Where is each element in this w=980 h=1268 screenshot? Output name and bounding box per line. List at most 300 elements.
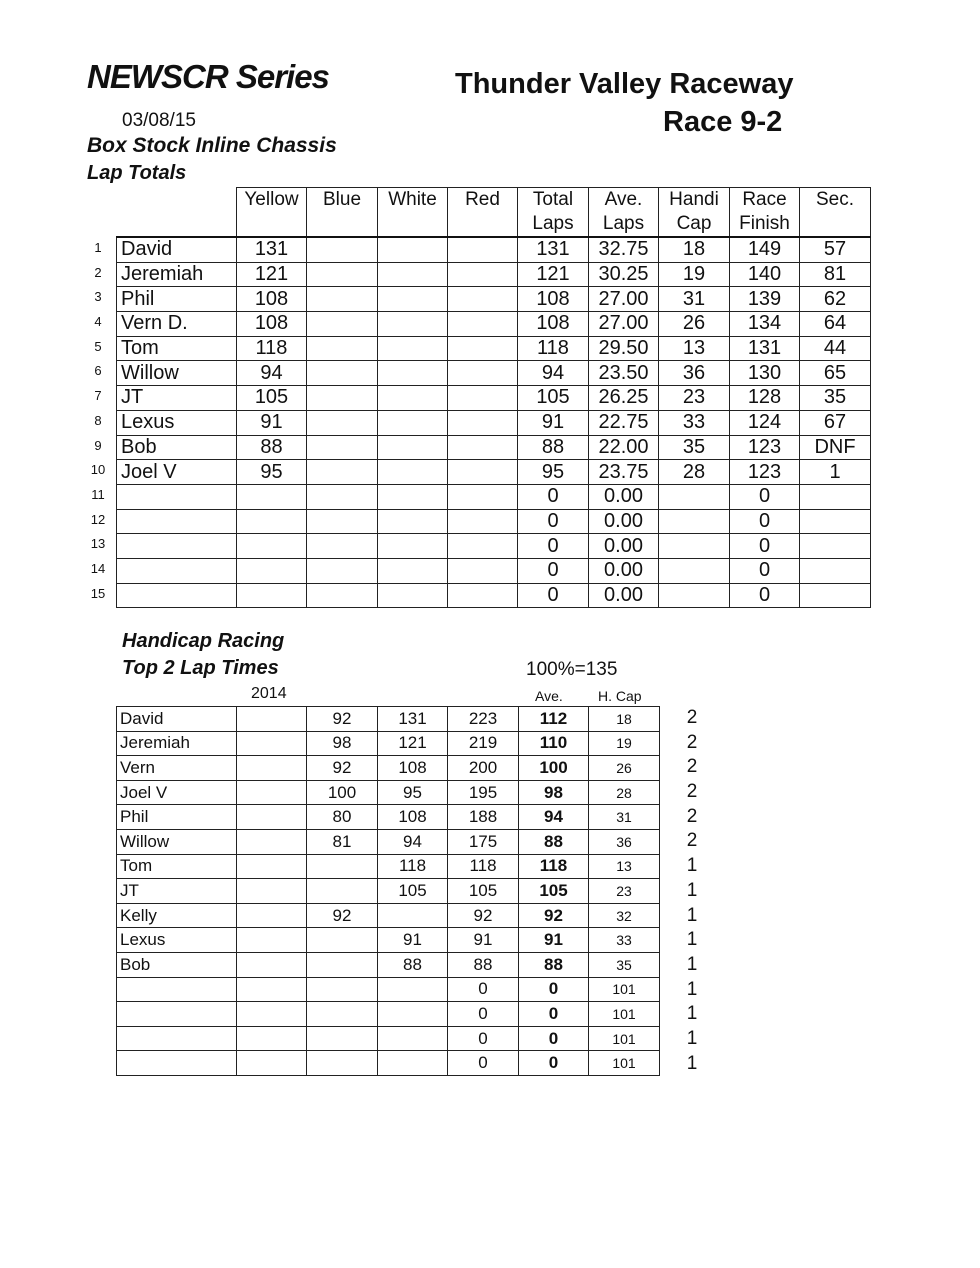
section-title: Lap Totals xyxy=(87,162,187,184)
cell-hcap xyxy=(659,534,730,559)
row-number: 5 xyxy=(94,338,102,354)
handicap-subtitle: Top 2 Lap Times xyxy=(122,657,279,679)
percent-note: 100%=135 xyxy=(526,659,618,680)
cell-name: Joel V xyxy=(117,460,237,485)
cell-yellow: 118 xyxy=(237,336,307,361)
cell-hcap: 36 xyxy=(659,361,730,386)
cell-sec: 64 xyxy=(800,312,871,337)
cell-ave: 110 xyxy=(519,731,589,756)
cell-c1 xyxy=(237,977,307,1002)
cell-c2: 92 xyxy=(307,756,378,781)
cell-c2: 92 xyxy=(307,707,378,732)
cell-blue xyxy=(307,558,378,583)
cell-blue xyxy=(307,386,378,411)
table-row xyxy=(117,879,660,904)
cell-c2 xyxy=(307,1026,378,1051)
cell-blue xyxy=(307,534,378,559)
cell-finish: 130 xyxy=(730,361,800,386)
cell-c3: 88 xyxy=(378,952,448,977)
cell-sec: 35 xyxy=(800,386,871,411)
cell-ave: 23.50 xyxy=(589,361,659,386)
cell-finish: 0 xyxy=(730,558,800,583)
row-number: 2 xyxy=(94,264,102,280)
table-row xyxy=(117,731,660,756)
cell-blue xyxy=(307,237,378,262)
cell-sum: 105 xyxy=(448,879,519,904)
header-blank xyxy=(117,188,237,238)
cell-ave: 22.00 xyxy=(589,435,659,460)
table-row xyxy=(117,829,660,854)
cell-c2: 100 xyxy=(307,780,378,805)
cell-ave: 0 xyxy=(519,1051,589,1076)
lap-count: 1 xyxy=(686,929,698,951)
cell-name: Tom xyxy=(117,854,237,879)
track-name: Thunder Valley Raceway xyxy=(455,68,794,100)
cell-total: 131 xyxy=(518,237,589,262)
row-numbers xyxy=(86,236,110,606)
cell-c1 xyxy=(237,756,307,781)
cell-white xyxy=(378,336,448,361)
cell-white xyxy=(378,460,448,485)
cell-sec: 1 xyxy=(800,460,871,485)
cell-yellow: 108 xyxy=(237,312,307,337)
cell-name: Phil xyxy=(117,805,237,830)
cell-name: Kelly xyxy=(117,903,237,928)
cell-name: JT xyxy=(117,879,237,904)
cell-c3 xyxy=(378,1026,448,1051)
cell-hcap: 19 xyxy=(659,262,730,287)
cell-ave: 91 xyxy=(519,928,589,953)
cell-hcap: 18 xyxy=(659,237,730,262)
cell-name xyxy=(117,1026,237,1051)
cell-sec: 81 xyxy=(800,262,871,287)
cell-yellow: 91 xyxy=(237,410,307,435)
col-race-finish: Race Finish xyxy=(730,188,800,238)
cell-hcap: 31 xyxy=(589,805,660,830)
cell-c3: 131 xyxy=(378,707,448,732)
cell-total: 0 xyxy=(518,558,589,583)
cell-blue xyxy=(307,583,378,608)
cell-sec xyxy=(800,558,871,583)
row-number: 14 xyxy=(90,560,106,576)
cell-name: Jeremiah xyxy=(117,731,237,756)
col-red: Red xyxy=(448,188,518,238)
cell-sec xyxy=(800,534,871,559)
cell-red xyxy=(448,460,518,485)
table-row xyxy=(117,1002,660,1027)
table-row xyxy=(117,262,871,287)
table-row xyxy=(117,558,871,583)
cell-finish: 124 xyxy=(730,410,800,435)
cell-c2: 98 xyxy=(307,731,378,756)
cell-c2: 92 xyxy=(307,903,378,928)
cell-name: JT xyxy=(117,386,237,411)
cell-c1 xyxy=(237,707,307,732)
cell-finish: 0 xyxy=(730,509,800,534)
table-row xyxy=(117,928,660,953)
table-row xyxy=(117,780,660,805)
table-row xyxy=(117,386,871,411)
cell-name xyxy=(117,583,237,608)
lap-count: 1 xyxy=(686,855,698,877)
cell-name: Vern D. xyxy=(117,312,237,337)
cell-red xyxy=(448,410,518,435)
cell-c1 xyxy=(237,1002,307,1027)
cell-ave: 94 xyxy=(519,805,589,830)
cell-hcap xyxy=(659,509,730,534)
table-row xyxy=(117,460,871,485)
cell-finish: 128 xyxy=(730,386,800,411)
lap-count: 1 xyxy=(686,904,698,926)
cell-c1 xyxy=(237,829,307,854)
cell-white xyxy=(378,386,448,411)
cell-ave: 0.00 xyxy=(589,534,659,559)
cell-yellow xyxy=(237,484,307,509)
cell-hcap: 33 xyxy=(659,410,730,435)
col-white: White xyxy=(378,188,448,238)
cell-red xyxy=(448,558,518,583)
cell-name: Bob xyxy=(117,435,237,460)
cell-name: Tom xyxy=(117,336,237,361)
cell-ave: 0 xyxy=(519,977,589,1002)
row-number: 12 xyxy=(90,511,106,527)
cell-blue xyxy=(307,509,378,534)
col-sec: Sec. xyxy=(800,188,871,238)
cell-finish: 134 xyxy=(730,312,800,337)
cell-c3: 108 xyxy=(378,805,448,830)
cell-white xyxy=(378,484,448,509)
cell-white xyxy=(378,312,448,337)
cell-finish: 149 xyxy=(730,237,800,262)
cell-c2: 81 xyxy=(307,829,378,854)
cell-yellow: 121 xyxy=(237,262,307,287)
cell-hcap: 101 xyxy=(589,1002,660,1027)
cell-sum: 88 xyxy=(448,952,519,977)
count-column xyxy=(680,706,704,1076)
cell-c2 xyxy=(307,928,378,953)
cell-yellow: 94 xyxy=(237,361,307,386)
cell-ave: 92 xyxy=(519,903,589,928)
lap-count: 1 xyxy=(686,1052,698,1074)
cell-ave: 105 xyxy=(519,879,589,904)
cell-name: Phil xyxy=(117,287,237,312)
table-header xyxy=(117,188,871,238)
table-row xyxy=(117,534,871,559)
table-row xyxy=(117,707,660,732)
lap-count: 1 xyxy=(686,879,698,901)
cell-sum: 92 xyxy=(448,903,519,928)
cell-c1 xyxy=(237,1026,307,1051)
table-row xyxy=(117,484,871,509)
cell-hcap: 19 xyxy=(589,731,660,756)
cell-white xyxy=(378,237,448,262)
cell-blue xyxy=(307,460,378,485)
cell-sec: 44 xyxy=(800,336,871,361)
row-number: 3 xyxy=(94,289,102,305)
table-row xyxy=(117,854,660,879)
cell-ave: 27.00 xyxy=(589,287,659,312)
cell-blue xyxy=(307,287,378,312)
cell-name: Willow xyxy=(117,361,237,386)
lap-count: 2 xyxy=(686,781,698,803)
cell-name xyxy=(117,977,237,1002)
lap-count: 1 xyxy=(686,953,698,975)
cell-sum: 219 xyxy=(448,731,519,756)
cell-hcap: 18 xyxy=(589,707,660,732)
cell-name xyxy=(117,484,237,509)
table-row xyxy=(117,805,660,830)
cell-c3: 105 xyxy=(378,879,448,904)
cell-red xyxy=(448,361,518,386)
cell-ave: 88 xyxy=(519,829,589,854)
cell-white xyxy=(378,509,448,534)
cell-c3 xyxy=(378,1002,448,1027)
cell-yellow xyxy=(237,509,307,534)
cell-finish: 123 xyxy=(730,435,800,460)
series-title: NEWSCR Series xyxy=(87,58,329,95)
cell-total: 91 xyxy=(518,410,589,435)
cell-hcap: 35 xyxy=(589,952,660,977)
cell-white xyxy=(378,558,448,583)
cell-c1 xyxy=(237,1051,307,1076)
cell-c3 xyxy=(378,1051,448,1076)
row-number: 15 xyxy=(90,585,106,601)
handicap-table xyxy=(116,706,660,1076)
cell-red xyxy=(448,484,518,509)
cell-ave: 29.50 xyxy=(589,336,659,361)
cell-total: 108 xyxy=(518,287,589,312)
cell-ave: 22.75 xyxy=(589,410,659,435)
cell-name xyxy=(117,534,237,559)
cell-hcap xyxy=(659,558,730,583)
cell-blue xyxy=(307,410,378,435)
cell-yellow: 105 xyxy=(237,386,307,411)
cell-c1 xyxy=(237,928,307,953)
table-row xyxy=(117,977,660,1002)
cell-blue xyxy=(307,312,378,337)
cell-total: 95 xyxy=(518,460,589,485)
cell-hcap xyxy=(659,583,730,608)
cell-hcap: 13 xyxy=(589,854,660,879)
cell-finish: 0 xyxy=(730,534,800,559)
table-row xyxy=(117,583,871,608)
cell-ave: 0.00 xyxy=(589,484,659,509)
race-date: 03/08/15 xyxy=(122,110,196,131)
cell-red xyxy=(448,509,518,534)
row-number: 13 xyxy=(90,536,106,552)
cell-red xyxy=(448,336,518,361)
lap-count: 1 xyxy=(686,978,698,1000)
cell-total: 118 xyxy=(518,336,589,361)
cell-c3 xyxy=(378,903,448,928)
cell-hcap: 101 xyxy=(589,977,660,1002)
row-number: 11 xyxy=(91,486,105,502)
cell-sec xyxy=(800,484,871,509)
cell-ave: 32.75 xyxy=(589,237,659,262)
table-row xyxy=(117,237,871,262)
cell-hcap: 31 xyxy=(659,287,730,312)
row-number: 1 xyxy=(94,240,102,255)
lap-count: 2 xyxy=(686,756,698,778)
cell-white xyxy=(378,410,448,435)
cell-c3: 91 xyxy=(378,928,448,953)
cell-hcap: 28 xyxy=(659,460,730,485)
cell-blue xyxy=(307,361,378,386)
row-number: 4 xyxy=(94,314,102,330)
table-row xyxy=(117,336,871,361)
cell-name: David xyxy=(117,237,237,262)
cell-c1 xyxy=(237,903,307,928)
cell-white xyxy=(378,534,448,559)
cell-hcap: 35 xyxy=(659,435,730,460)
cell-total: 0 xyxy=(518,509,589,534)
table-row xyxy=(117,287,871,312)
lap-count: 2 xyxy=(686,805,698,827)
row-number: 10 xyxy=(90,462,106,478)
cell-red xyxy=(448,312,518,337)
cell-hcap: 26 xyxy=(659,312,730,337)
col-handicap: Handi Cap xyxy=(659,188,730,238)
table-row xyxy=(117,312,871,337)
cell-ave: 0.00 xyxy=(589,509,659,534)
cell-c2 xyxy=(307,879,378,904)
cell-red xyxy=(448,386,518,411)
cell-sum: 188 xyxy=(448,805,519,830)
cell-hcap: 101 xyxy=(589,1051,660,1076)
cell-sum: 200 xyxy=(448,756,519,781)
cell-c3: 121 xyxy=(378,731,448,756)
cell-red xyxy=(448,583,518,608)
cell-name: Vern xyxy=(117,756,237,781)
cell-yellow: 131 xyxy=(237,237,307,262)
table-row xyxy=(117,410,871,435)
race-number: Race 9-2 xyxy=(663,106,783,138)
cell-sum: 0 xyxy=(448,1026,519,1051)
cell-c2: 80 xyxy=(307,805,378,830)
cell-total: 0 xyxy=(518,583,589,608)
cell-c1 xyxy=(237,879,307,904)
cell-sec xyxy=(800,509,871,534)
cell-total: 94 xyxy=(518,361,589,386)
row-number: 8 xyxy=(94,412,102,428)
cell-sum: 118 xyxy=(448,854,519,879)
cell-hcap: 32 xyxy=(589,903,660,928)
cell-ave: 0 xyxy=(519,1026,589,1051)
cell-total: 88 xyxy=(518,435,589,460)
cell-c1 xyxy=(237,952,307,977)
cell-ave: 112 xyxy=(519,707,589,732)
cell-total: 0 xyxy=(518,534,589,559)
cell-white xyxy=(378,583,448,608)
cell-hcap: 36 xyxy=(589,829,660,854)
cell-yellow: 95 xyxy=(237,460,307,485)
cell-name xyxy=(117,558,237,583)
table-row xyxy=(117,756,660,781)
cell-red xyxy=(448,237,518,262)
row-number: 9 xyxy=(94,437,102,453)
cell-ave: 100 xyxy=(519,756,589,781)
cell-sum: 0 xyxy=(448,977,519,1002)
cell-name: Lexus xyxy=(117,928,237,953)
cell-c2 xyxy=(307,977,378,1002)
cell-c3 xyxy=(378,977,448,1002)
cell-ave: 118 xyxy=(519,854,589,879)
lap-count: 2 xyxy=(686,830,698,852)
cell-sec: 62 xyxy=(800,287,871,312)
cell-sum: 223 xyxy=(448,707,519,732)
cell-yellow xyxy=(237,558,307,583)
col-yellow: Yellow xyxy=(237,188,307,238)
cell-ave: 26.25 xyxy=(589,386,659,411)
cell-red xyxy=(448,262,518,287)
col-total-laps: Total Laps xyxy=(518,188,589,238)
cell-finish: 131 xyxy=(730,336,800,361)
cell-hcap xyxy=(659,484,730,509)
cell-name xyxy=(117,1051,237,1076)
table-row xyxy=(117,509,871,534)
cell-c3: 94 xyxy=(378,829,448,854)
cell-finish: 0 xyxy=(730,484,800,509)
cell-sum: 175 xyxy=(448,829,519,854)
hcap-label: H. Cap xyxy=(598,688,642,704)
cell-sum: 0 xyxy=(448,1051,519,1076)
cell-name xyxy=(117,509,237,534)
cell-c1 xyxy=(237,805,307,830)
cell-yellow: 88 xyxy=(237,435,307,460)
lap-count: 2 xyxy=(686,731,698,753)
cell-finish: 123 xyxy=(730,460,800,485)
cell-hcap: 101 xyxy=(589,1026,660,1051)
cell-total: 0 xyxy=(518,484,589,509)
table-row xyxy=(117,903,660,928)
cell-c3: 118 xyxy=(378,854,448,879)
cell-c1 xyxy=(237,780,307,805)
cell-yellow: 108 xyxy=(237,287,307,312)
cell-name: Jeremiah xyxy=(117,262,237,287)
cell-blue xyxy=(307,435,378,460)
cell-total: 121 xyxy=(518,262,589,287)
cell-sum: 195 xyxy=(448,780,519,805)
cell-name: Bob xyxy=(117,952,237,977)
cell-c1 xyxy=(237,731,307,756)
cell-ave: 27.00 xyxy=(589,312,659,337)
lap-count: 1 xyxy=(686,1027,698,1049)
cell-c2 xyxy=(307,1002,378,1027)
cell-ave: 0.00 xyxy=(589,583,659,608)
table-row xyxy=(117,1051,660,1076)
cell-ave: 88 xyxy=(519,952,589,977)
cell-red xyxy=(448,287,518,312)
cell-c2 xyxy=(307,1051,378,1076)
cell-blue xyxy=(307,262,378,287)
cell-sum: 0 xyxy=(448,1002,519,1027)
cell-yellow xyxy=(237,534,307,559)
cell-total: 108 xyxy=(518,312,589,337)
cell-name: Lexus xyxy=(117,410,237,435)
cell-sec: 57 xyxy=(800,237,871,262)
table-row xyxy=(117,361,871,386)
cell-white xyxy=(378,361,448,386)
cell-red xyxy=(448,534,518,559)
cell-yellow xyxy=(237,583,307,608)
ave-label: Ave. xyxy=(535,688,563,704)
cell-finish: 0 xyxy=(730,583,800,608)
lap-totals-table xyxy=(116,187,871,608)
cell-name: Joel V xyxy=(117,780,237,805)
cell-c3: 108 xyxy=(378,756,448,781)
cell-name: David xyxy=(117,707,237,732)
year-label: 2014 xyxy=(251,685,287,702)
